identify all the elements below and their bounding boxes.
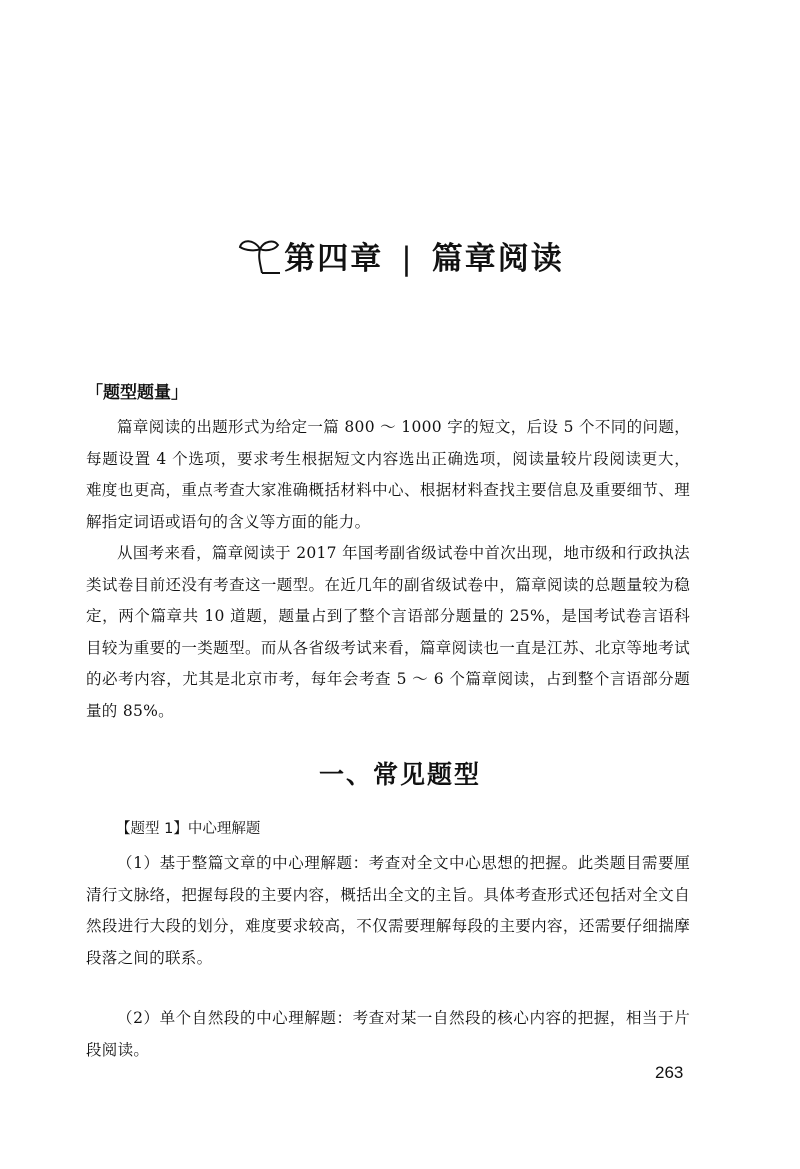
paragraph-exam-context: 从国考来看，篇章阅读于 2017 年国考副省级试卷中首次出现，地市级和行政执法类试卷目前还没有考查这一题型。在近几年的副省级试卷中，篇章阅读的总题量较为稳定，两个篇章共 10 道题，题量占到了整个言语部分题量的 25%，是国考试卷言语科目较为重要的一类题型。而从各省级考试来看，篇章阅读也一直是江苏、北京等地考试的必考内容，尤其是北京市考，每年会考查 5 ～ 6 个篇章阅读，占到整个言语部分题量的 85%。 [86,544,690,720]
list-item: （2）单个自然段的中心理解题：考查对某一自然段的核心内容的把握，相当于片段阅读。 [86,1009,690,1059]
chapter-title [0,233,800,278]
chapter-subtitle: 篇章阅读 [431,241,564,277]
chapter-number: 第四章 [284,241,384,277]
section-heading: 一、常见题型 [318,760,481,789]
page-number: 263 [655,1063,684,1082]
chapter-separator: | [401,241,414,277]
section-label: 「题型题量」 [86,383,188,403]
list-item: （1）基于整篇文章的中心理解题：考查对全文中心思想的把握。此类题目需要厘清行文脉络，把握每段的主要内容，概括出全文的主旨。具体考查形式还包括对全文自然段进行大段的划分，难度要求较高，不仅需要理解每段的主要内容，还需要仔细揣摩段落之间的联系。 [86,854,690,967]
paragraph-intro: 篇章阅读的出题形式为给定一篇 800 ～ 1000 字的短文，后设 5 个不同的问题，每题设置 4 个选项，要求考生根据短文内容选出正确选项，阅读量较片段阅读更大，难度也更高，重点考查大家准确概括材料中心、根据材料查找主要信息及重要细节、理解指定词语或语句的含义等方面的能力。 [86,418,690,531]
question-type-label: 【题型 1】中心理解题 [116,821,261,837]
sprout-icon [236,235,282,275]
